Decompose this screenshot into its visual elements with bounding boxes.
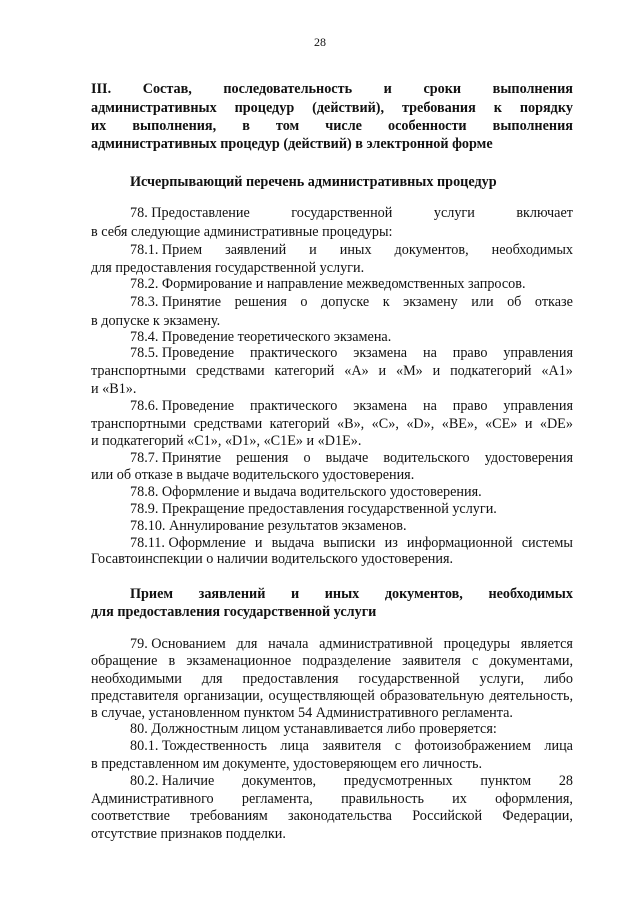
word: пунктом: [480, 773, 532, 789]
word: «А»: [344, 363, 369, 379]
item-78-6-line-2: [91, 416, 573, 433]
item-78-6-line-1: [130, 398, 573, 415]
word: заявлений: [198, 586, 266, 602]
word: Административного: [91, 791, 214, 807]
word: и: [378, 363, 387, 379]
item-78-11-line-2: Госавтоинспекции о наличии водительского удостоверения.: [91, 551, 454, 567]
item-78-4: 78.4. Проведение теоретического экзамена.: [130, 329, 392, 345]
word: экзамену: [403, 294, 458, 310]
word: государственной: [291, 205, 393, 221]
word: об: [507, 294, 522, 310]
word: том: [275, 118, 300, 134]
word: 78. Предоставление: [130, 205, 250, 221]
word: порядку: [519, 100, 573, 116]
word: подкатегорий: [450, 363, 532, 379]
word: процедуры: [443, 636, 511, 652]
word: на: [422, 345, 437, 361]
word: категорий: [274, 363, 335, 379]
word: «ВЕ»,: [441, 416, 478, 432]
word: 78.6. Проведение: [130, 398, 235, 414]
word: обращение: [91, 653, 158, 669]
word: государственной: [358, 671, 460, 687]
word: Состав,: [142, 81, 192, 97]
word: с: [394, 738, 402, 754]
word: организации,: [183, 688, 264, 704]
word: экзамена: [353, 345, 408, 361]
word: или: [471, 294, 494, 310]
word: транспортными: [91, 416, 187, 432]
word: их: [91, 118, 107, 134]
word: процедур: [234, 100, 295, 116]
word: право: [452, 398, 488, 414]
word: 28: [558, 773, 573, 789]
word: числе: [325, 118, 362, 134]
word: средствами: [193, 416, 263, 432]
word: удостоверения: [484, 450, 573, 466]
section-title-line-4: административных процедур (действий) в электронной форме: [91, 136, 493, 152]
word: их: [452, 791, 467, 807]
page-number: 28: [314, 35, 326, 49]
word: выдача: [271, 535, 315, 551]
word: 78.5. Проведение: [130, 345, 235, 361]
word: деятельность,: [489, 688, 573, 704]
item-78-10: 78.10. Аннулирование результатов экзаменов.: [130, 518, 407, 534]
word: заявителя: [402, 653, 461, 669]
item-78-8: 78.8. Оформление и выдача водительского удостоверения.: [130, 484, 482, 500]
word: «М»: [395, 363, 423, 379]
item-78-7-line-2: или об отказе в выдаче водительского удостоверения.: [91, 467, 415, 483]
item-78-3-line-1: [130, 294, 573, 311]
subheading-application-line-1: [130, 586, 573, 603]
word: документов,: [384, 586, 463, 602]
word: образовательную: [380, 688, 485, 704]
word: о: [300, 294, 308, 310]
word: водительского: [383, 450, 470, 466]
word: особенности: [388, 118, 467, 134]
item-78-5-line-3: и «В1».: [91, 381, 137, 397]
word: «D»,: [406, 416, 435, 432]
paragraph-78-line-2: в себя следующие административные процедуры:: [91, 224, 393, 240]
word: услуги,: [479, 671, 525, 687]
word: регламента,: [241, 791, 313, 807]
item-78-3-line-2: в допуске к экзамену.: [91, 313, 221, 329]
word: документов,: [394, 242, 469, 258]
word: практического: [249, 398, 338, 414]
word: 79. Основанием: [130, 636, 226, 652]
item-78-1-line-2: для предоставления государственной услуги.: [91, 260, 365, 276]
word: лица: [544, 738, 573, 754]
word: и: [432, 363, 441, 379]
word: 78.11. Оформление: [130, 535, 246, 551]
word: с: [472, 653, 479, 669]
word: Российской: [412, 808, 483, 824]
word: «DE»: [539, 416, 573, 432]
word: «С»,: [371, 416, 399, 432]
word: последовательность: [223, 81, 353, 97]
word: «СЕ»: [485, 416, 518, 432]
word: 78.7. Принятие: [130, 450, 222, 466]
word: необходимыми: [91, 671, 182, 687]
word: к: [493, 100, 502, 116]
word: (действий),: [312, 100, 385, 116]
word: «В»,: [337, 416, 365, 432]
word: 80.1. Тождественность: [130, 738, 267, 754]
word: решения: [234, 294, 287, 310]
word: для: [236, 636, 258, 652]
word: практического: [249, 345, 338, 361]
word: либо: [544, 671, 573, 687]
word: в: [242, 118, 250, 134]
word: заявителя: [322, 738, 382, 754]
word: выдаче: [325, 450, 369, 466]
word: предоставления: [242, 671, 339, 687]
word: услуги: [433, 205, 475, 221]
word: сроки: [423, 81, 462, 97]
word: о: [303, 450, 311, 466]
word: выполнения: [492, 118, 573, 134]
word: выписки: [323, 535, 376, 551]
word: документами,: [489, 653, 573, 669]
word: управления: [503, 398, 573, 414]
word: 78.1. Прием: [130, 242, 203, 258]
word: Прием: [130, 586, 174, 602]
word: иных: [339, 242, 372, 258]
word: необходимых: [491, 242, 573, 258]
word: иных: [324, 586, 360, 602]
word: правильность: [341, 791, 424, 807]
item-80-2-line-4: отсутствие признаков подделки.: [91, 826, 286, 842]
word: транспортными: [91, 363, 187, 379]
word: III.: [91, 81, 112, 97]
word: и: [290, 586, 300, 602]
item-80-2-line-1: [130, 773, 573, 790]
word: требования: [402, 100, 476, 116]
word: 80.2. Наличие: [130, 773, 215, 789]
paragraph-79-line-2: [91, 653, 573, 670]
paragraph-79-line-1: [130, 636, 573, 653]
paragraph-80: 80. Должностным лицом устанавливается либо проверяется:: [130, 721, 497, 737]
word: лица: [280, 738, 309, 754]
word: выполнения,: [132, 118, 217, 134]
word: подразделение: [302, 653, 391, 669]
word: требованиям: [190, 808, 268, 824]
subheading-procedures-list: Исчерпывающий перечень административных процедур: [130, 174, 497, 190]
item-80-1-line-1: [130, 738, 573, 755]
item-80-2-line-3: [91, 808, 573, 825]
word: начала: [268, 636, 309, 652]
word: право: [452, 345, 488, 361]
word: информационной: [406, 535, 513, 551]
word: представителя: [91, 688, 179, 704]
word: соответствие: [91, 808, 170, 824]
item-78-11-line-1: [130, 535, 573, 552]
word: осуществляющей: [268, 688, 375, 704]
word: допуске: [321, 294, 370, 310]
word: средствами: [196, 363, 265, 379]
paragraph-78-line-1: [130, 205, 573, 222]
item-78-6-line-3: и подкатегорий «С1», «D1», «С1Е» и «D1Е».: [91, 433, 362, 449]
word: 78.3. Принятие: [130, 294, 222, 310]
section-title-line-2: [91, 100, 573, 117]
word: оформления,: [495, 791, 573, 807]
word: экзаменационное: [186, 653, 292, 669]
word: законодательства: [287, 808, 392, 824]
item-78-1-line-1: [130, 242, 573, 259]
word: и: [254, 535, 263, 551]
paragraph-79-line-3: [91, 671, 573, 688]
word: и: [383, 81, 392, 97]
word: является: [520, 636, 573, 652]
word: в: [168, 653, 176, 669]
word: административной: [319, 636, 433, 652]
word: документов,: [241, 773, 317, 789]
word: категорий: [269, 416, 330, 432]
item-78-5-line-2: [91, 363, 573, 380]
item-78-2: 78.2. Формирование и направление межведомственных запросов.: [130, 276, 526, 292]
word: системы: [521, 535, 573, 551]
word: включает: [516, 205, 573, 221]
word: отказе: [534, 294, 573, 310]
paragraph-79-line-5: в случае, установленном пунктом 54 Административного регламента.: [91, 705, 513, 721]
word: экзамена: [353, 398, 408, 414]
word: необходимых: [488, 586, 573, 602]
word: и: [309, 242, 317, 258]
word: для: [201, 671, 223, 687]
word: заявлений: [225, 242, 287, 258]
word: предусмотренных: [343, 773, 453, 789]
word: управления: [503, 345, 573, 361]
item-80-1-line-2: в представленном им документе, удостоверяющем его личность.: [91, 756, 483, 772]
word: «А1»: [541, 363, 573, 379]
word: выполнения: [492, 81, 573, 97]
item-80-2-line-2: [91, 791, 573, 808]
item-78-9: 78.9. Прекращение предоставления государственной услуги.: [130, 501, 497, 517]
word: решения: [236, 450, 289, 466]
word: на: [422, 398, 437, 414]
word: административных: [91, 100, 217, 116]
section-title-line-1: [91, 81, 573, 98]
section-title-line-3: [91, 118, 573, 135]
item-78-7-line-1: [130, 450, 573, 467]
item-78-5-line-1: [130, 345, 573, 362]
word: из: [384, 535, 398, 551]
word: и: [524, 416, 533, 432]
word: фотоизображением: [414, 738, 531, 754]
word: к: [382, 294, 390, 310]
paragraph-79-line-4: [91, 688, 573, 705]
subheading-application-line-2: для предоставления государственной услуги: [91, 604, 377, 620]
word: Федерации,: [502, 808, 573, 824]
